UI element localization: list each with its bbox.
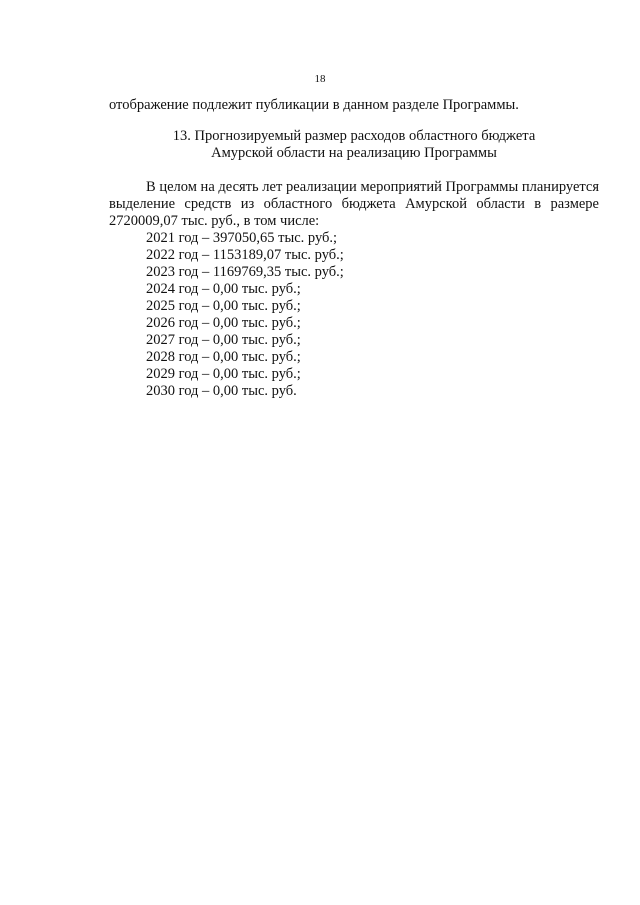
budget-paragraph xyxy=(109,179,599,230)
continuation-text: отображение подлежит публикации в данном разделе Программы. xyxy=(109,97,519,113)
budget-year-item: 2024 год – 0,00 тыс. руб.; xyxy=(146,281,301,297)
section-heading-line-1: 13. Прогнозируемый размер расходов областного бюджета xyxy=(172,128,536,144)
paragraph-line-3: 2720009,07 тыс. руб., в том числе: xyxy=(109,213,320,229)
budget-year-item: 2028 год – 0,00 тыс. руб.; xyxy=(146,349,301,365)
page-number: 18 xyxy=(314,73,326,85)
budget-year-item: 2023 год – 1169769,35 тыс. руб.; xyxy=(146,264,344,280)
budget-year-item: 2025 год – 0,00 тыс. руб.; xyxy=(146,298,301,314)
section-heading xyxy=(109,128,599,162)
budget-year-item: 2029 год – 0,00 тыс. руб.; xyxy=(146,366,301,382)
budget-year-item: 2022 год – 1153189,07 тыс. руб.; xyxy=(146,247,344,263)
budget-year-item: 2026 год – 0,00 тыс. руб.; xyxy=(146,315,301,331)
section-heading-line-2: Амурской области на реализацию Программы xyxy=(211,145,497,161)
budget-year-list xyxy=(146,230,344,400)
budget-year-item: 2030 год – 0,00 тыс. руб. xyxy=(146,383,297,399)
paragraph-line-2: выделение средств из областного бюджета Амурской области в размере xyxy=(109,196,599,212)
paragraph-line-1: В целом на десять лет реализации мероприятий Программы планируется xyxy=(146,179,599,195)
budget-year-item: 2027 год – 0,00 тыс. руб.; xyxy=(146,332,301,348)
budget-year-item: 2021 год – 397050,65 тыс. руб.; xyxy=(146,230,338,246)
